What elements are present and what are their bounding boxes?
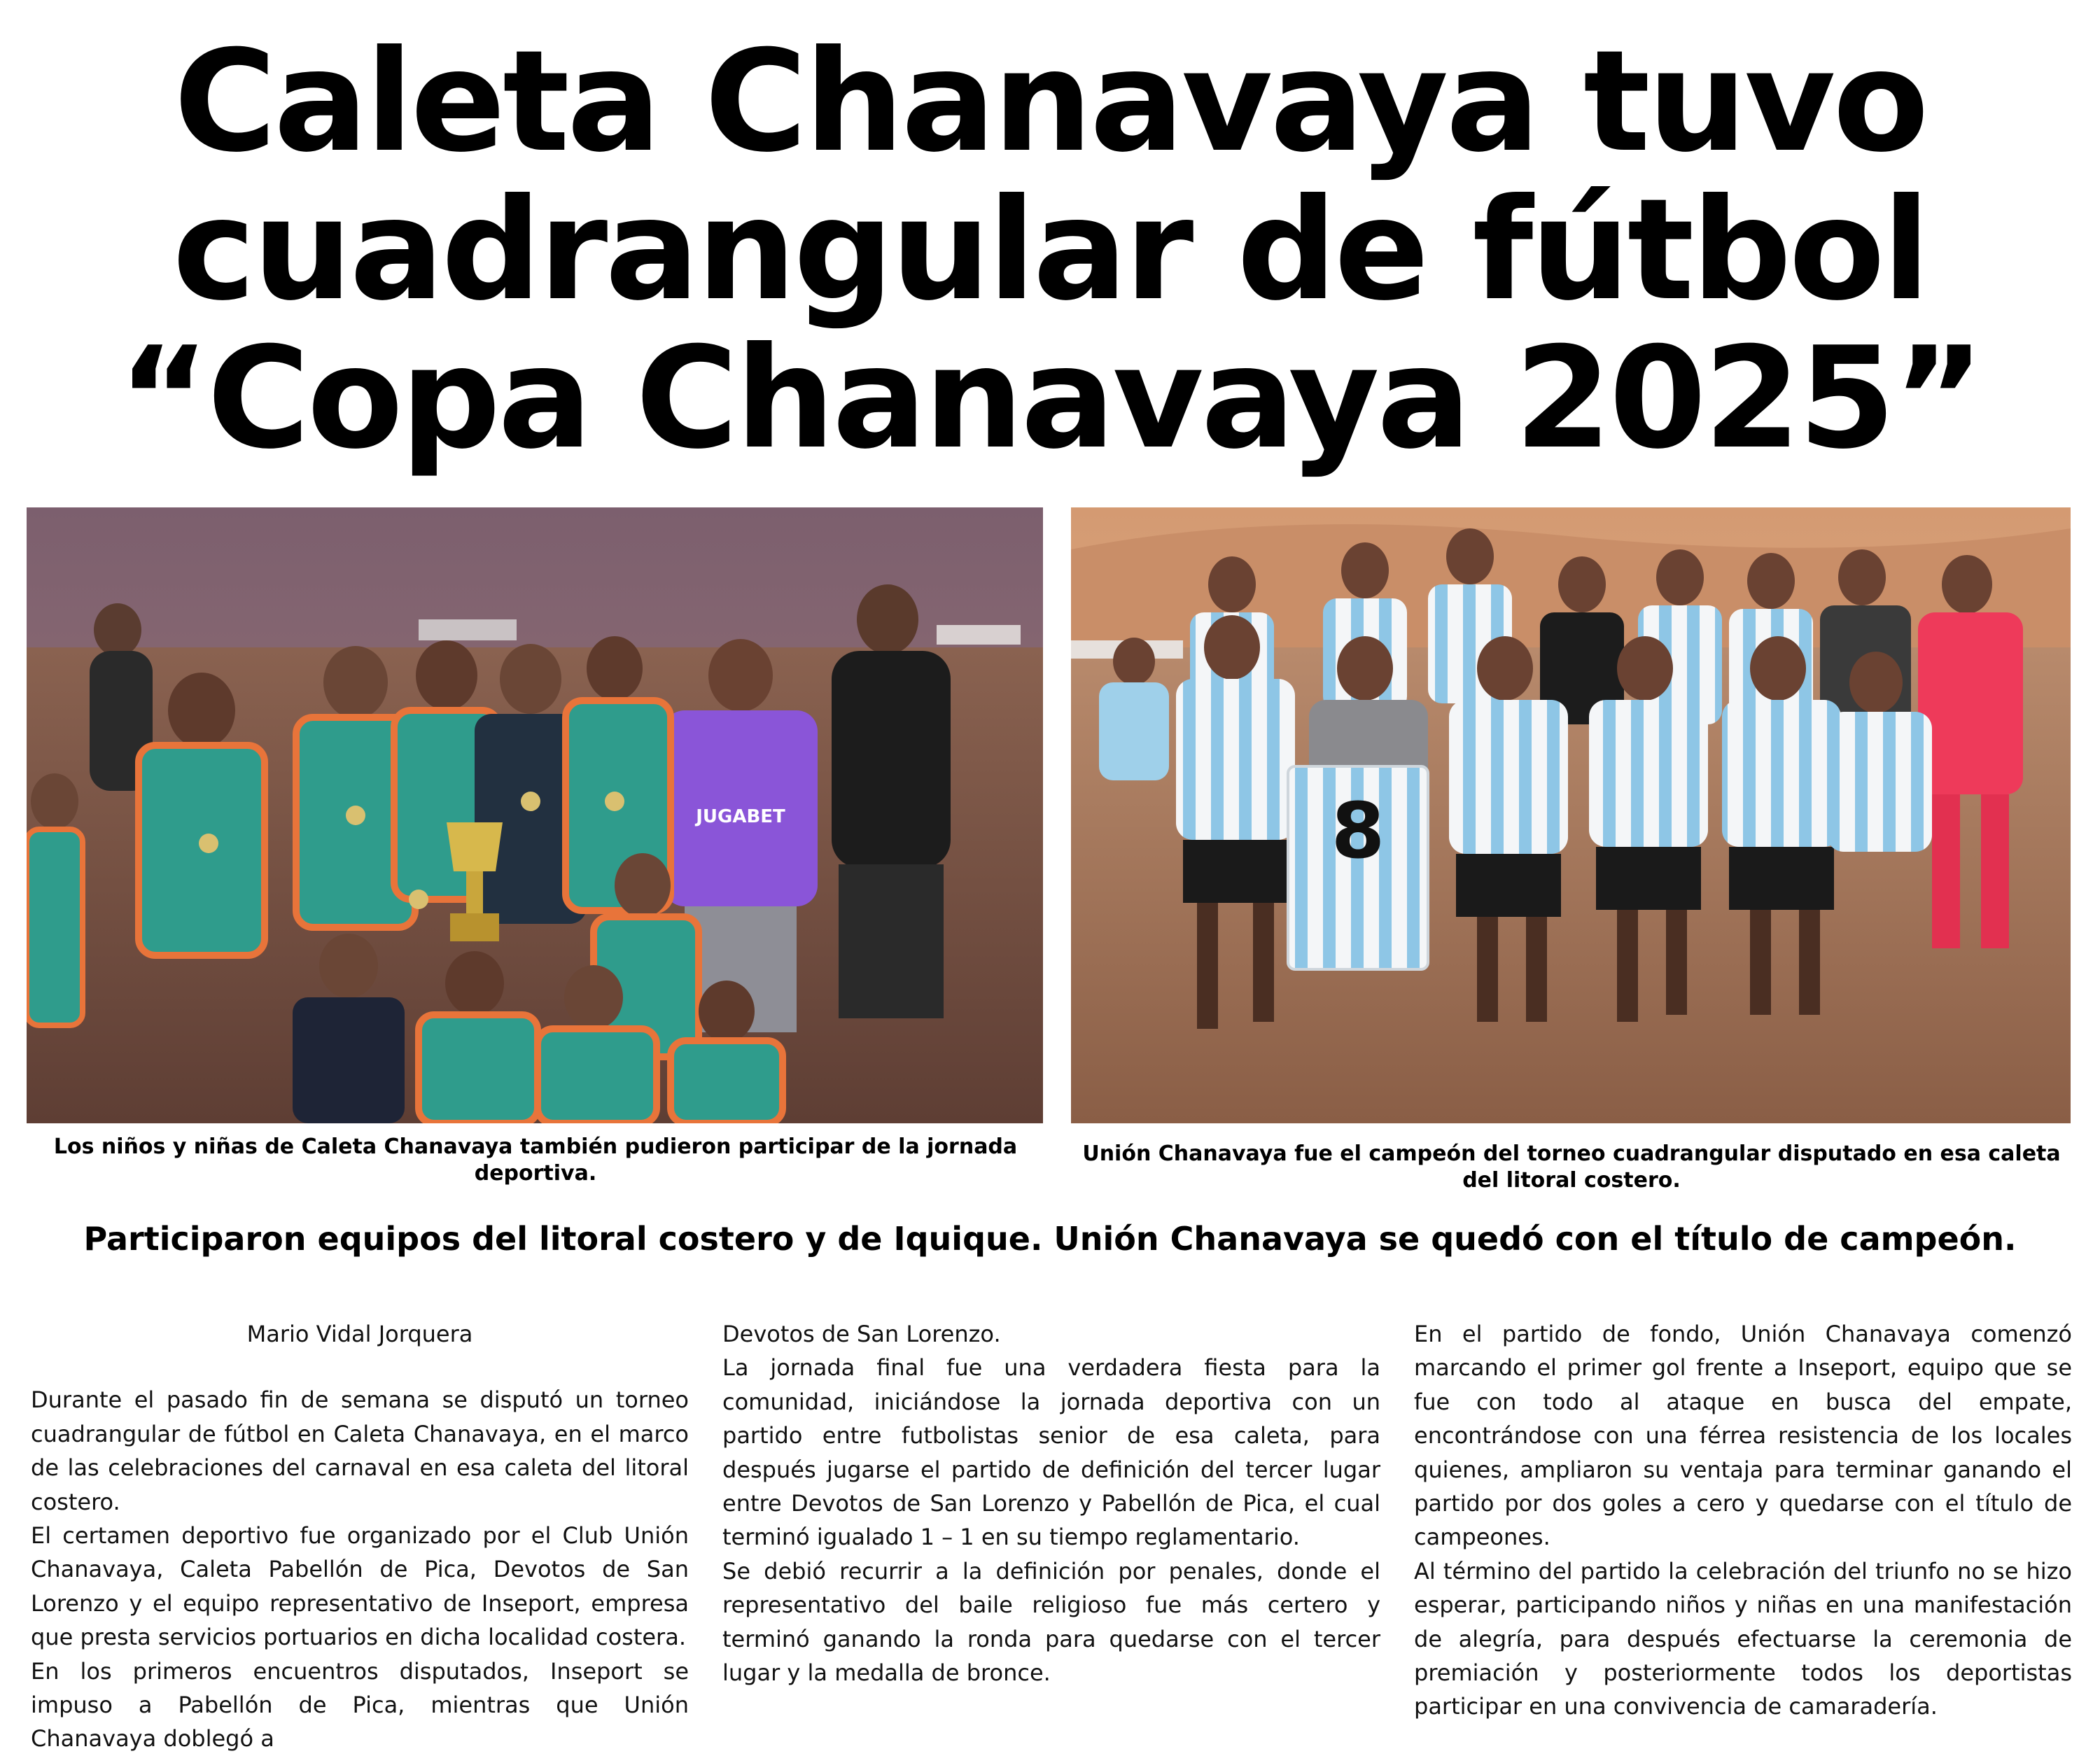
headline-line-1: Caleta Chanavaya tuvo (174, 20, 1926, 183)
keeper-leg-right (1981, 794, 2009, 948)
photo-children-medals (27, 507, 1043, 1123)
headline (42, 20, 2058, 480)
paragraph: Durante el pasado fin de semana se disputó un torneo cuadrangular de fútbol en Caleta Chanavaya, en el marco de las celebraciones del carnaval en esa caleta del litoral costero. (31, 1386, 689, 1515)
paragraph: En los primeros encuentros disputados, Inseport se impuso a Pabellón de Pica, mientras que Unión Chanavaya doblegó a (31, 1657, 689, 1753)
photo-team-illustration (1071, 507, 2071, 1123)
article-column-1 (31, 1317, 689, 1756)
paragraph: La jornada final fue una verdadera fiesta para la comunidad, iniciándose la jornada deportiva con un partido entre futbolistas senior de esa caleta, para después jugarse el partido de definición del tercer lugar entre Devotos de San Lorenzo y Pabellón de Pica, el cual terminó igualado 1 – 1 en su tiempo reglamentario. (722, 1354, 1380, 1551)
jersey-number: 8 (1331, 786, 1385, 876)
paragraph: Al término del partido la celebración del triunfo no se hizo esperar, participando niños y niñas en una manifestación de alegría, para después efectuarse la ceremonia de premiación y posteriormente todos los deportistas participar en una convivencia de camaradería. (1414, 1557, 2072, 1720)
paragraph: El certamen deportivo fue organizado por el Club Unión Chanavaya, Caleta Pabellón de Pica, Devotos de San Lorenzo y el equipo representativo de Inseport, empresa que presta servicios portuarios en dicha localidad costera. (31, 1522, 689, 1651)
keeper-pink-kit (1918, 612, 2023, 794)
paragraph: Se debió recurrir a la definición por penales, donde el representativo del baile religioso fue más certero y terminó ganando la ronda para quedarse con el tercer lugar y la medalla de bronce. (722, 1557, 1380, 1687)
teen-black-shirt (832, 651, 951, 868)
keeper-leg-left (1932, 794, 1960, 948)
keeper-head (1942, 555, 1992, 614)
teen-shorts (839, 864, 944, 1018)
paragraph: En el partido de fondo, Unión Chanavaya comenzó marcando el primer gol frente a Inseport, equipo que se fue con todo al ataque en busca del empate, encontrándose con una férrea resistencia de los locales quienes, ampliaron su ventaja para terminar ganando el partido por dos goles a cero y quedarse con el título de campeones. (1414, 1321, 2072, 1551)
photo-caption-right: Unión Chanavaya fue el campeón del torneo cuadrangular disputado en esa caleta del litoral costero. (1082, 1142, 2061, 1193)
byline: Mario Vidal Jorquera (246, 1321, 473, 1347)
subheadline: Participaron equipos del litoral costero y de Iquique. Unión Chanavaya se quedó con el título de campeón. (83, 1220, 2017, 1258)
article-column-3 (1414, 1317, 2072, 1724)
article-column-2 (722, 1317, 1380, 1690)
purple-kid-head (708, 639, 773, 712)
adult-head (94, 603, 141, 656)
photo-champion-team (1071, 507, 2071, 1123)
distant-car (937, 625, 1021, 645)
headline-line-3: “Copa Chanavaya 2025” (118, 317, 1982, 480)
headline-line-2: cuadrangular de fútbol (172, 169, 1928, 332)
photo-caption-left: Los niños y niñas de Caleta Chanavaya también pudieron participar de la jornada deportiva. (53, 1135, 1018, 1186)
paragraph: Devotos de San Lorenzo. (722, 1321, 1001, 1347)
jersey-sponsor-text: JUGABET (696, 806, 785, 827)
photo-children-illustration (27, 507, 1043, 1123)
distant-building (419, 619, 517, 640)
teen-head (857, 584, 918, 654)
